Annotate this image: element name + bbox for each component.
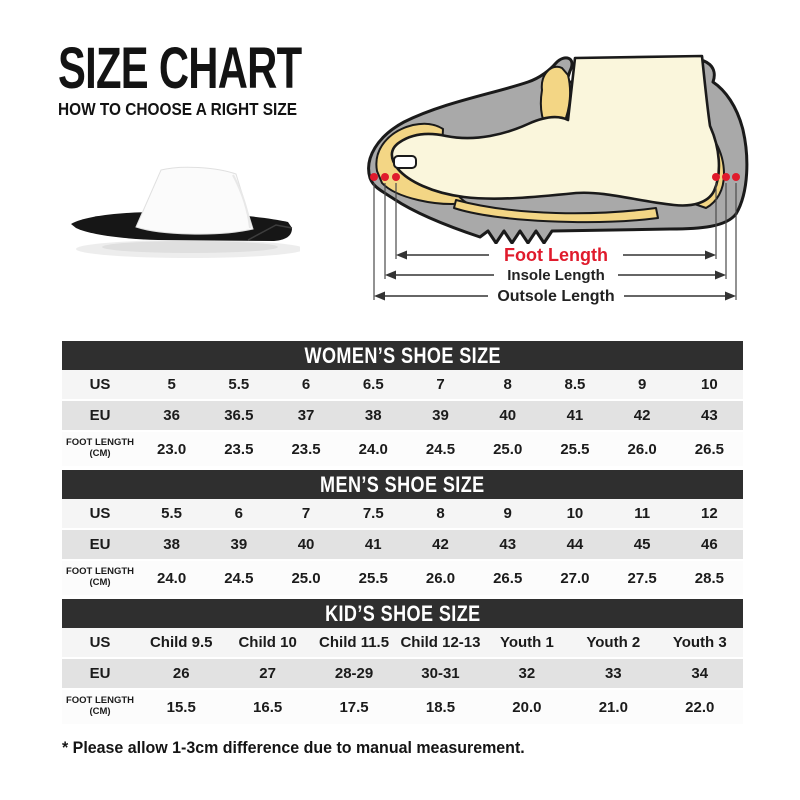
table-row <box>62 370 743 400</box>
size-cell: 6.5 <box>340 370 407 400</box>
size-cell: 39 <box>205 529 272 560</box>
measure-dot <box>722 173 730 181</box>
size-cell: 26.5 <box>676 431 743 467</box>
size-cell: 26.0 <box>609 431 676 467</box>
page-subtitle: HOW TO CHOOSE A RIGHT SIZE <box>58 99 298 120</box>
table-row <box>62 560 743 596</box>
size-cell: Youth 2 <box>570 628 656 658</box>
size-cell: 34 <box>657 658 743 689</box>
row-label: US <box>62 499 138 529</box>
size-cell: 41 <box>340 529 407 560</box>
row-label: EU <box>62 529 138 560</box>
size-cell: 24.0 <box>340 431 407 467</box>
size-cell: Youth 3 <box>657 628 743 658</box>
size-cell: 8.5 <box>541 370 608 400</box>
row-label: EU <box>62 658 138 689</box>
size-cell: 41 <box>541 400 608 431</box>
measurement-footnote: * Please allow 1-3cm difference due to manual measurement. <box>62 738 525 757</box>
size-cell: 10 <box>676 370 743 400</box>
size-tables <box>62 341 743 728</box>
size-cell: 38 <box>340 400 407 431</box>
size-cell: Child 12-13 <box>397 628 483 658</box>
size-cell: 42 <box>609 400 676 431</box>
size-cell: 27.0 <box>541 560 608 596</box>
women-table <box>62 370 743 468</box>
size-cell: 23.5 <box>205 431 272 467</box>
table-row <box>62 658 743 689</box>
size-cell: 24.0 <box>138 560 205 596</box>
measure-dot <box>392 173 400 181</box>
arrowhead <box>374 292 385 301</box>
size-cell: 26.0 <box>407 560 474 596</box>
size-cell: 24.5 <box>407 431 474 467</box>
men-size-table <box>62 470 743 597</box>
size-cell: 30-31 <box>397 658 483 689</box>
men-table <box>62 499 743 597</box>
sandal-shadow-inner <box>102 241 278 253</box>
measure-dot <box>732 173 740 181</box>
size-cell: 22.0 <box>657 689 743 725</box>
size-cell: 9 <box>609 370 676 400</box>
size-cell: 28-29 <box>311 658 397 689</box>
arrowhead <box>725 292 736 301</box>
size-cell: 37 <box>272 400 339 431</box>
size-cell: 6 <box>205 499 272 529</box>
table-row <box>62 689 743 725</box>
sandal-strap <box>136 167 253 234</box>
kids-table-title: KID’S SHOE SIZE <box>324 600 481 626</box>
size-cell: 5.5 <box>138 499 205 529</box>
women-size-table <box>62 341 743 468</box>
size-cell: 25.5 <box>340 560 407 596</box>
row-label: US <box>62 628 138 658</box>
measure-dot <box>370 173 378 181</box>
size-cell: 21.0 <box>570 689 656 725</box>
women-table-title-band <box>62 341 743 370</box>
size-cell: 39 <box>407 400 474 431</box>
size-cell: 7 <box>272 499 339 529</box>
row-label: FOOT LENGTH (CM) <box>62 560 138 596</box>
size-cell: 38 <box>138 529 205 560</box>
size-cell: Child 10 <box>224 628 310 658</box>
men-table-title: MEN’S SHOE SIZE <box>320 471 485 497</box>
outsole-length-label: Outsole Length <box>497 288 615 305</box>
size-cell: 25.5 <box>541 431 608 467</box>
size-cell: 40 <box>474 400 541 431</box>
foot-measure-diagram <box>356 30 768 322</box>
arrowhead <box>385 271 396 280</box>
slide-sandal-image <box>40 150 300 310</box>
foot-length-label: Foot Length <box>504 245 608 265</box>
size-cell: 27 <box>224 658 310 689</box>
size-cell: 43 <box>676 400 743 431</box>
men-table-title-band <box>62 470 743 499</box>
page-title: SIZE CHART <box>58 36 302 101</box>
size-cell: 5 <box>138 370 205 400</box>
toenail <box>394 156 416 168</box>
size-cell: 26.5 <box>474 560 541 596</box>
size-cell: 11 <box>609 499 676 529</box>
size-cell: 8 <box>407 499 474 529</box>
size-cell: 7 <box>407 370 474 400</box>
size-cell: 16.5 <box>224 689 310 725</box>
size-cell: 32 <box>484 658 570 689</box>
size-cell: 25.0 <box>272 560 339 596</box>
row-label: US <box>62 370 138 400</box>
size-cell: Child 9.5 <box>138 628 224 658</box>
arrowhead <box>715 271 726 280</box>
kids-table-title-band <box>62 599 743 628</box>
size-cell: 24.5 <box>205 560 272 596</box>
measure-dot <box>712 173 720 181</box>
size-cell: 12 <box>676 499 743 529</box>
size-cell: 26 <box>138 658 224 689</box>
row-label: EU <box>62 400 138 431</box>
measure-dot <box>381 173 389 181</box>
size-cell: 18.5 <box>397 689 483 725</box>
size-cell: 15.5 <box>138 689 224 725</box>
size-cell: 36 <box>138 400 205 431</box>
size-cell: 23.0 <box>138 431 205 467</box>
arrowhead <box>396 251 407 260</box>
size-cell: 43 <box>474 529 541 560</box>
size-cell: 28.5 <box>676 560 743 596</box>
size-cell: 9 <box>474 499 541 529</box>
arrowhead <box>705 251 716 260</box>
size-cell: 8 <box>474 370 541 400</box>
size-cell: Youth 1 <box>484 628 570 658</box>
size-cell: 10 <box>541 499 608 529</box>
size-cell: 23.5 <box>272 431 339 467</box>
size-cell: Child 11.5 <box>311 628 397 658</box>
table-row <box>62 529 743 560</box>
size-cell: 27.5 <box>609 560 676 596</box>
table-row <box>62 400 743 431</box>
size-cell: 46 <box>676 529 743 560</box>
insole-length-label: Insole Length <box>507 267 605 284</box>
kids-size-table <box>62 599 743 726</box>
row-label: FOOT LENGTH (CM) <box>62 689 138 725</box>
table-row <box>62 628 743 658</box>
size-cell: 33 <box>570 658 656 689</box>
size-cell: 5.5 <box>205 370 272 400</box>
size-cell: 20.0 <box>484 689 570 725</box>
size-cell: 7.5 <box>340 499 407 529</box>
size-cell: 6 <box>272 370 339 400</box>
size-cell: 45 <box>609 529 676 560</box>
title-block <box>58 36 396 120</box>
size-cell: 36.5 <box>205 400 272 431</box>
row-label: FOOT LENGTH (CM) <box>62 431 138 467</box>
size-cell: 25.0 <box>474 431 541 467</box>
table-row <box>62 499 743 529</box>
table-row <box>62 431 743 467</box>
size-cell: 40 <box>272 529 339 560</box>
women-table-title: WOMEN’S SHOE SIZE <box>304 342 501 368</box>
size-cell: 44 <box>541 529 608 560</box>
kids-table <box>62 628 743 726</box>
size-cell: 42 <box>407 529 474 560</box>
size-cell: 17.5 <box>311 689 397 725</box>
